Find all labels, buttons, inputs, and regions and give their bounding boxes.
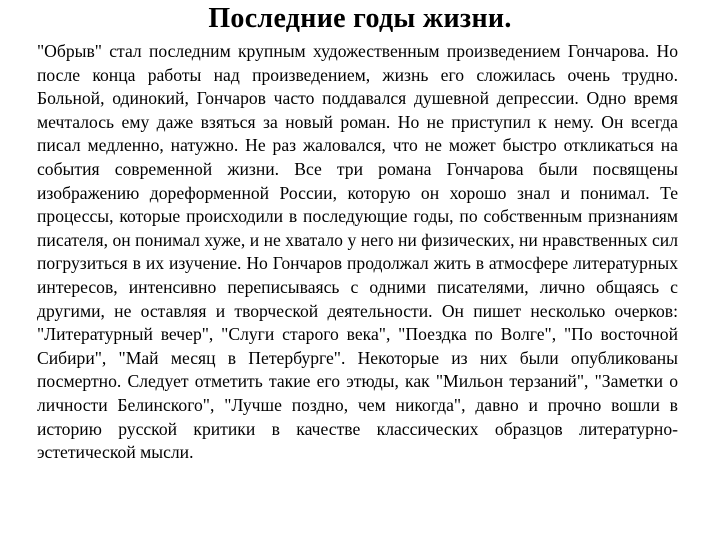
slide-body-text: "Обрыв" стал последним крупным художественным произведением Гончарова. Но после конца работы над произведением, жизнь его сложилась очень трудно. Больной, одинокий, Гончаров часто поддавался душевной депрессии. Одно время мечталось ему даже взяться за новый роман. Но не приступил к нему. Он всегда писал медленно, натужно. Не раз жаловался, что не может быстро откликаться на события современной жизни. Все три романа Гончарова были посвящены изображению дореформенной России, которую он хорошо знал и понимал. Те процессы, которые происходили в последующие годы, по собственным признаниям писателя, он понимал хуже, и не хватало у него ни физических, ни нравственных сил погрузиться в их изучение. Но Гончаров продолжал жить в атмосфере литературных интересов, интенсивно переписываясь с одними писателями, лично общаясь с другими, не оставляя и творческой деятельности. Он пишет несколько очерков: "Литературный вечер", "Слуги старого века", "Поездка по Волге", "По восточной Сибири", "Май месяц в Петербурге". Некоторые из них были опубликованы посмертно. Следует отметить такие его этюды, как "Мильон терзаний", "Заметки о личности Белинского", "Лучше поздно, чем никогда", давно и прочно вошли в историю русской критики в качестве классических образцов литературно-эстетической мысли. xyxy=(37,41,678,463)
slide-title: Последние годы жизни. xyxy=(208,3,512,34)
